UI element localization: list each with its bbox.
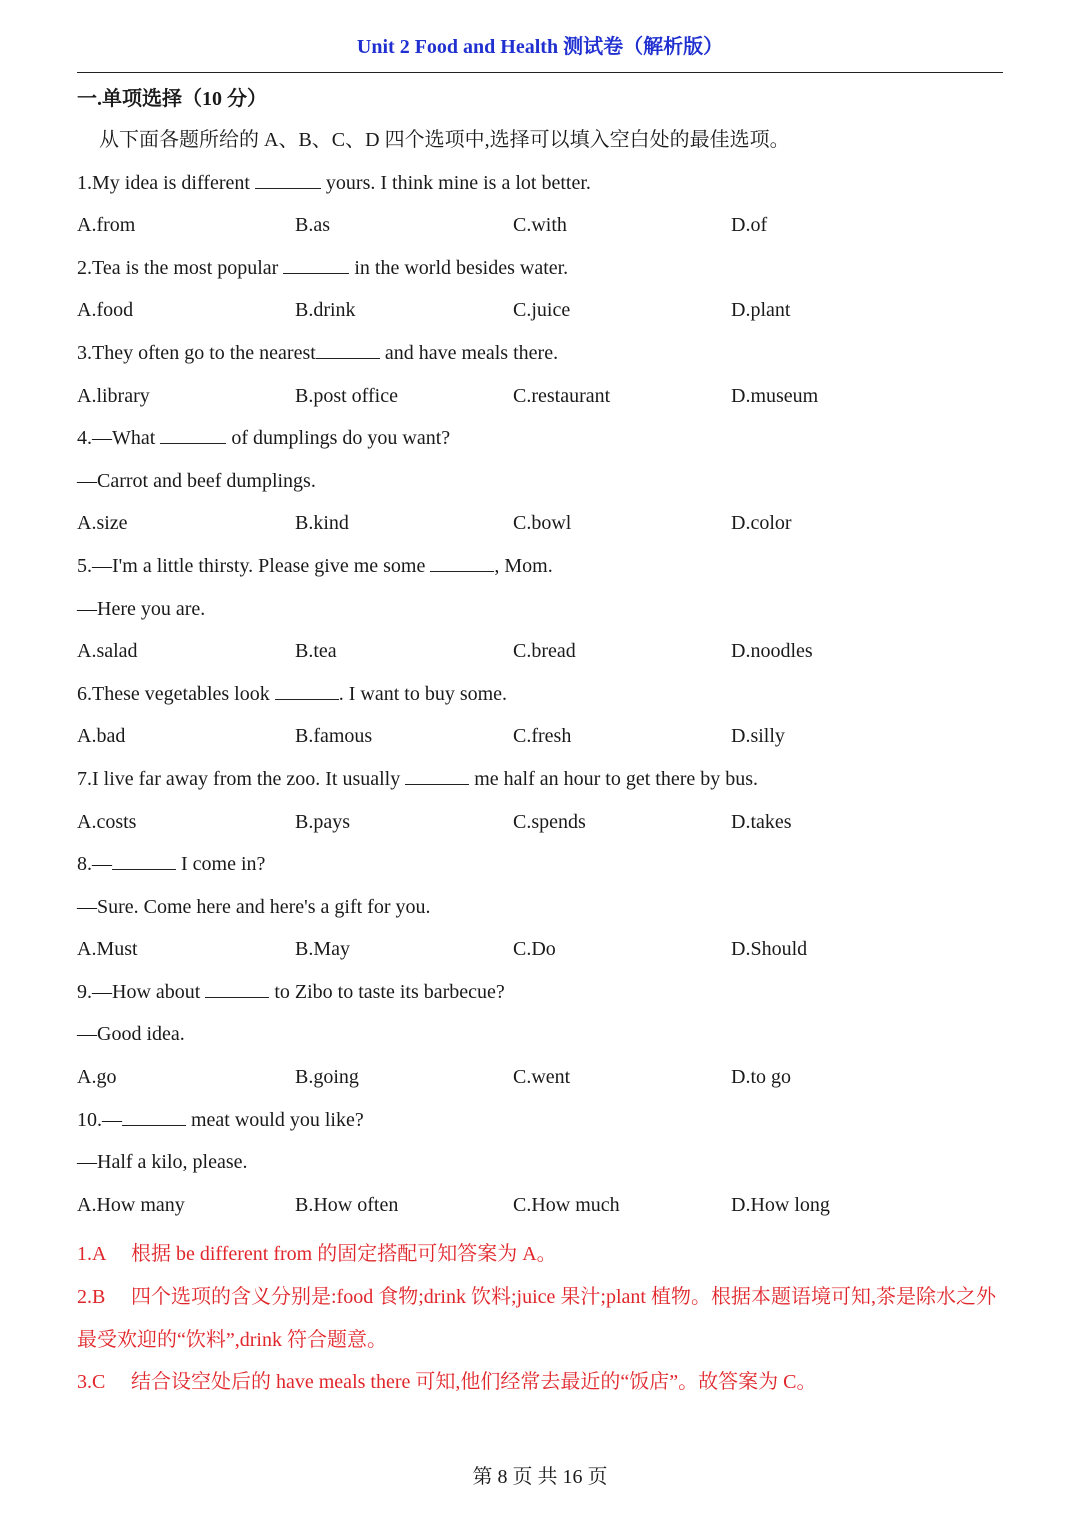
option-b: B.May [295, 938, 350, 961]
answer-blank [205, 978, 269, 998]
answer-blank [316, 339, 380, 359]
question-stem [77, 680, 1007, 723]
option-a: A.food [77, 299, 134, 322]
option-row [77, 808, 1007, 851]
option-c: C.Do [513, 938, 556, 961]
answer-text: 四个选项的含义分别是:food 食物;drink 饮料;juice 果汁;plant 植物。根据本题语境可知,茶是除水之外最受欢迎的“饮料”,drink 符合题意。 [77, 1286, 996, 1351]
question-item [77, 552, 1007, 680]
answer-key: 3.C [77, 1371, 106, 1394]
question-text: 9.—How about [77, 980, 206, 1003]
option-d: D.Should [731, 938, 808, 961]
option-a: A.go [77, 1066, 117, 1089]
question-text: —Good idea. [77, 1023, 185, 1046]
answer-text: 结合设空处后的 have meals there 可知,他们经常去最近的“饭店”。故答案为 C。 [131, 1371, 817, 1394]
question-text: of dumplings do you want? [226, 427, 451, 450]
question-item [77, 978, 1007, 1106]
question-item [77, 1106, 1007, 1234]
option-a: A.salad [77, 640, 138, 663]
answer-text: 根据 be different from 的固定搭配可知答案为 A。 [131, 1243, 557, 1266]
question-dialogue-line [77, 1148, 1007, 1191]
question-text: 10.— [77, 1108, 122, 1131]
question-item [77, 765, 1007, 850]
option-row [77, 637, 1007, 680]
document-body [77, 84, 1007, 1404]
question-text: —Half a kilo, please. [77, 1151, 248, 1174]
option-d: D.color [731, 512, 792, 535]
question-text: . I want to buy some. [338, 682, 508, 705]
option-d: D.How long [731, 1193, 830, 1216]
page-number: 第 8 页 共 16 页 [472, 1466, 608, 1488]
section-instruction: 从下面各题所给的 A、B、C、D 四个选项中,选择可以填入空白处的最佳选项。 [99, 129, 790, 151]
option-d: D.takes [731, 810, 792, 833]
question-item [77, 850, 1007, 978]
answer-blank [283, 254, 349, 274]
question-stem [77, 552, 1007, 595]
option-b: B.drink [295, 299, 356, 322]
option-a: A.How many [77, 1193, 185, 1216]
option-row [77, 509, 1007, 552]
option-row [77, 722, 1007, 765]
question-text: —Sure. Come here and here's a gift for you. [77, 895, 431, 918]
question-stem [77, 254, 1007, 297]
option-a: A.library [77, 384, 150, 407]
option-row [77, 1063, 1007, 1106]
option-c: C.went [513, 1066, 571, 1089]
answer-blank [112, 850, 176, 870]
option-c: C.restaurant [513, 384, 611, 407]
question-stem [77, 169, 1007, 212]
question-item [77, 680, 1007, 765]
question-stem [77, 424, 1007, 467]
question-stem [77, 978, 1007, 1021]
question-text: 5.—I'm a little thirsty. Please give me some [77, 554, 431, 577]
option-a: A.costs [77, 810, 137, 833]
answer-blank [160, 424, 226, 444]
option-c: C.juice [513, 299, 571, 322]
option-c: C.fresh [513, 725, 572, 748]
question-text: 3.They often go to the nearest [77, 341, 316, 364]
question-text: —Carrot and beef dumplings. [77, 469, 316, 492]
option-d: D.to go [731, 1066, 791, 1089]
answer-blank [275, 680, 339, 700]
option-c: C.with [513, 214, 567, 237]
section-title: 一.单项选择（10 分） [77, 88, 267, 110]
option-b: B.as [295, 214, 330, 237]
option-d: D.plant [731, 299, 791, 322]
question-text: 6.These vegetables look [77, 682, 275, 705]
answer-blank [122, 1106, 186, 1126]
question-text: 4.—What [77, 427, 161, 450]
option-a: A.bad [77, 725, 126, 748]
document-header: Unit 2 Food and Health 测试卷（解析版） [356, 36, 724, 58]
question-text: meat would you like? [186, 1108, 364, 1131]
question-dialogue-line [77, 1020, 1007, 1063]
question-text: 1.My idea is different [77, 171, 255, 194]
question-stem [77, 339, 1007, 382]
option-c: C.How much [513, 1193, 620, 1216]
header-divider [77, 72, 1003, 73]
question-text: in the world besides water. [349, 256, 569, 279]
question-dialogue-line [77, 893, 1007, 936]
option-c: C.bread [513, 640, 576, 663]
option-row [77, 1191, 1007, 1234]
answer-blank [255, 169, 321, 189]
option-b: B.famous [295, 725, 373, 748]
question-text: 8.— [77, 853, 112, 876]
question-stem [77, 765, 1007, 808]
option-row [77, 296, 1007, 339]
option-a: A.from [77, 214, 136, 237]
option-row [77, 211, 1007, 254]
answer-key: 1.A [77, 1243, 107, 1266]
question-stem [77, 1106, 1007, 1149]
answer-explanation [77, 1361, 1007, 1404]
option-c: C.bowl [513, 512, 572, 535]
option-row [77, 382, 1007, 425]
option-b: B.kind [295, 512, 349, 535]
option-row [77, 935, 1007, 978]
question-stem [77, 850, 1007, 893]
option-b: B.How often [295, 1193, 399, 1216]
question-text: , Mom. [494, 554, 553, 577]
answer-blank [430, 552, 494, 572]
question-text: to Zibo to taste its barbecue? [269, 980, 505, 1003]
question-text: 7.I live far away from the zoo. It usually [77, 767, 406, 790]
question-text: 2.Tea is the most popular [77, 256, 284, 279]
question-text: I come in? [176, 853, 266, 876]
question-text: —Here you are. [77, 597, 206, 620]
answer-blank [405, 765, 469, 785]
option-b: B.post office [295, 384, 398, 407]
question-item [77, 424, 1007, 552]
answer-explanation [77, 1276, 1007, 1361]
option-b: B.pays [295, 810, 350, 833]
question-item [77, 169, 1007, 254]
answer-list [77, 1233, 1007, 1403]
option-a: A.size [77, 512, 128, 535]
option-c: C.spends [513, 810, 586, 833]
question-item [77, 339, 1007, 424]
question-dialogue-line [77, 595, 1007, 638]
option-b: B.tea [295, 640, 337, 663]
question-dialogue-line [77, 467, 1007, 510]
option-d: D.silly [731, 725, 785, 748]
option-d: D.noodles [731, 640, 813, 663]
question-item [77, 254, 1007, 339]
answer-explanation [77, 1233, 1007, 1276]
option-d: D.of [731, 214, 768, 237]
question-list [77, 169, 1007, 1234]
question-text: me half an hour to get there by bus. [469, 767, 759, 790]
question-text: yours. I think mine is a lot better. [320, 171, 591, 194]
question-text: and have meals there. [379, 341, 559, 364]
option-d: D.museum [731, 384, 819, 407]
option-a: A.Must [77, 938, 138, 961]
answer-key: 2.B [77, 1286, 106, 1309]
option-b: B.going [295, 1066, 359, 1089]
